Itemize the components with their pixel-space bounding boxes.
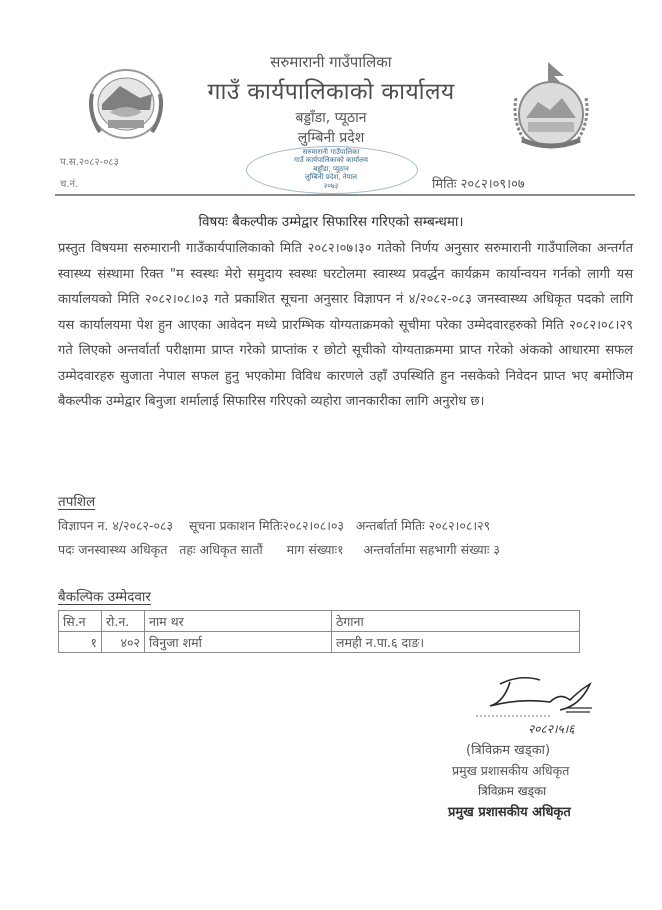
details-line-2 [58, 541, 500, 558]
table-row [59, 632, 580, 653]
participant-count: अन्तर्वार्तामा सहभागी संख्याः ३ [363, 542, 500, 557]
letter-reference-number: प.स.२०८२-०८३ [60, 157, 119, 168]
column-header-serial: सि.न [59, 611, 102, 632]
address-line-2: लुम्बिनी प्रदेश [297, 130, 365, 146]
signatory-name: (त्रिविक्रम खड्का) [466, 743, 551, 758]
column-header-address: ठेगाना [332, 611, 580, 632]
notice-date: सूचना प्रकाशन मितिः२०८२।०८।०३ [188, 518, 344, 533]
table-header-row [59, 611, 580, 632]
header-divider [55, 194, 635, 196]
column-header-roll: रो.न. [102, 611, 145, 632]
stamp-line-1: सरुमारानी गाउँपालिका [302, 148, 360, 156]
stamp-line-2: गाउँ कार्यपालिकाको कार्यालय [294, 156, 368, 165]
signatory-title: प्रमुख प्रशासकीय अधिकृत [452, 763, 570, 778]
dispatch-number: च.नं. [60, 179, 79, 190]
letter-body: प्रस्तुत विषयमा सरुमारानी गाउँकार्यपालिकाको मिति २०८२।०७।३० गतेको निर्णय अनुसार सरुमारानी गाउँपालिका अन्तर्गत स्वास्थ्य संस्थामा रिक्त "म स्वस्थः मेरो समुदाय स्वस्थः घरटोलमा स्वास्थ्य प्रवर्द्धन कार्यक्रम कार्यान्वयन गर्नको लागी यस कार्यालयको मिति २०८२।०८।०३ गते प्रकाशित सूचना अनुसार विज्ञापन नं ४/२०८२-०८३ जनस्वास्थ्य अधिकृत पदको लागि यस कार्यालयमा पेश हुन आएका आवेदन मध्ये प्रारम्भिक योग्यताक्रमको सूचीमा परेका उम्मेदवारहरुको मिति २०८२।०८।२९ गते लिएको अन्तर्वार्ता परीक्षामा प्राप्त गरेको प्राप्तांक र छोटो सूचीको योग्यताक्रममा प्राप्त गरेको अंकको आधारमा सफल उम्मेदवारहरु सुजाता नेपाल सफल हुनु भएकोमा विविध कारणले उहाँ उपस्थिति हुन नसकेको निवेदन प्राप्त भए बमोजिम बैकल्पीक उम्मेद्वार बिनुजा शर्मालाई सिफारिस गरिएको व्यहोरा जानकारीका लागि अनुरोध छ। [58, 241, 633, 409]
alternate-candidate-table [58, 610, 580, 653]
signature-scribble [470, 672, 610, 718]
post-level: तहः अधिकृत सातौं [179, 542, 263, 557]
post-name: पदः जनस्वास्थ्य अधिकृत [58, 542, 168, 557]
stamp-line-4: लुम्बिनी प्रदेश, नेपाल [304, 173, 358, 182]
alternate-candidate-heading: बैकल्पिक उम्मेदवार [58, 589, 151, 605]
stamp-text [246, 148, 416, 190]
cell-name: विनुजा शर्मा [145, 632, 332, 653]
details-line-1 [58, 517, 490, 534]
letter-subject: विषयः बैकल्पीक उम्मेद्वार सिफारिस गरिएको सम्बन्धमा। [198, 214, 464, 230]
name-stamp: त्रिविक्रम खड्का [478, 784, 547, 798]
stamp-line-3: बड्डाँडा, प्यूठान [313, 164, 349, 173]
address-line-1: बड्डाँडा, प्यूठान [295, 110, 367, 126]
advert-number: विज्ञापन न. ४/२०८२-०८३ [58, 518, 174, 533]
interview-date: अन्तर्बार्ता मितिः २०८२।०८।२९ [355, 518, 491, 533]
office-stamp [246, 146, 416, 192]
cell-serial: १ [59, 632, 102, 653]
cell-roll: ४०२ [102, 632, 145, 653]
office-name: गाउँ कार्यपालिकाको कार्यालय [207, 79, 455, 105]
municipality-name: सरुमारानी गाउँपालिका [270, 53, 392, 71]
signed-date: २०८२।५।६ [528, 722, 575, 736]
title-stamp: प्रमुख प्रशासकीय अधिकृत [448, 805, 571, 820]
details-heading: तपशिल [58, 494, 96, 510]
cell-address: लमही न.पा.६ दाङ। [332, 632, 580, 653]
demand-count: माग संख्याः१ [286, 542, 344, 557]
letter-date: मितिः २०८२।०९।०७ [432, 177, 525, 192]
column-header-name: नाम थर [145, 611, 332, 632]
stamp-year: २०७३ [323, 181, 339, 190]
